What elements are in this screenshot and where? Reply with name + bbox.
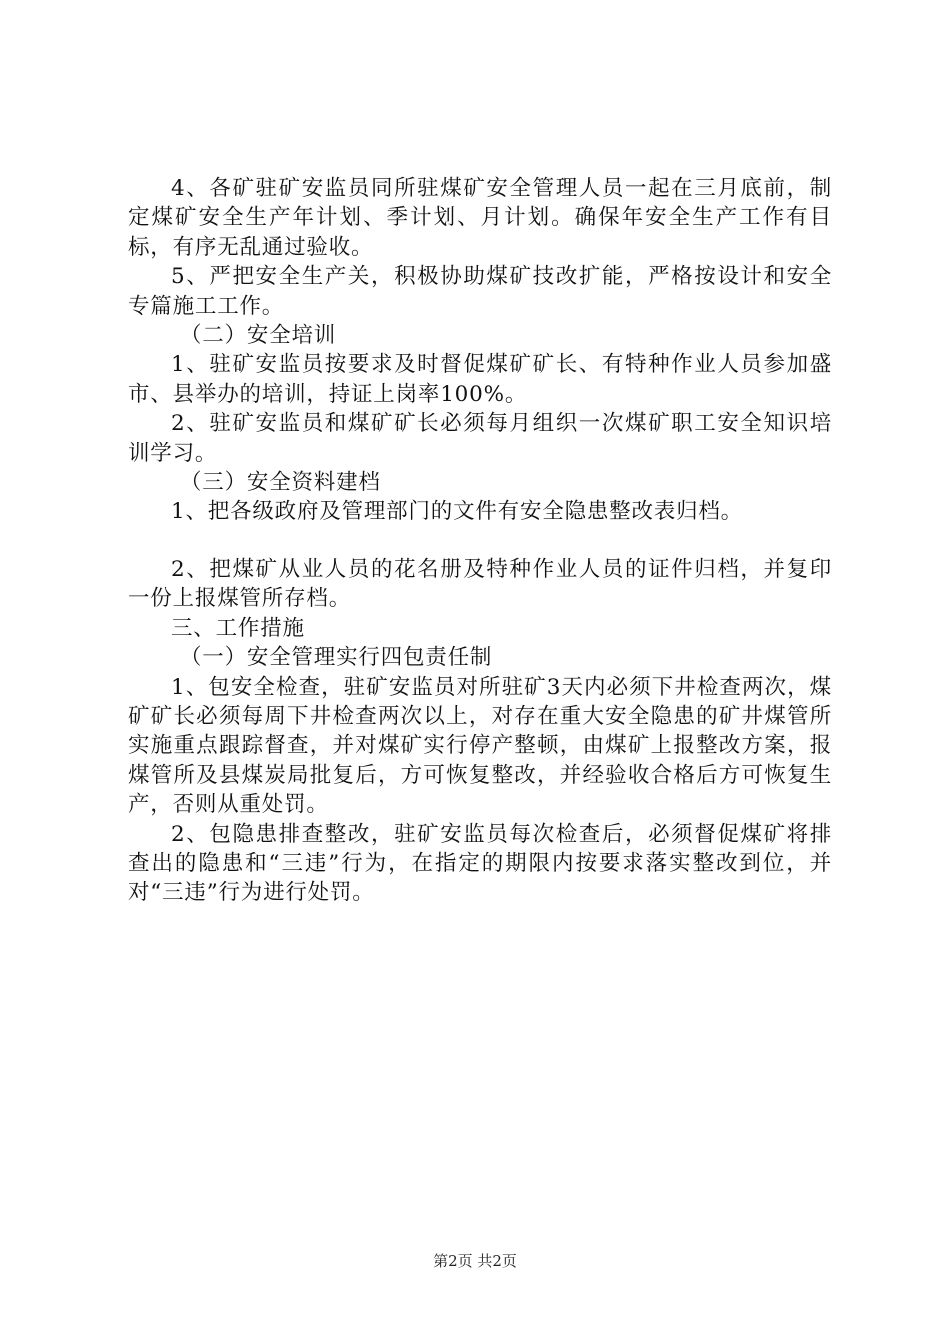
paragraph-archiving-2: 2、把煤矿从业人员的花名册及特种作业人员的证件归档，并复印一份上报煤管所存档。 — [128, 556, 832, 612]
document-body — [128, 174, 832, 908]
paragraph-training-1: 1、驻矿安监员按要求及时督促煤矿矿长、有特种作业人员参加盛市、县举办的培训，持证上岗率100%。 — [128, 352, 832, 407]
page-footer: 第2页 共2页 — [433, 1252, 517, 1270]
section-heading-responsibility: （一）安全管理实行四包责任制 — [180, 645, 493, 671]
paragraph-archiving-1: 1、把各级政府及管理部门的文件有安全隐患整改表归档。 — [171, 499, 743, 525]
section-heading-training: （二）安全培训 — [180, 323, 337, 349]
paragraph-item-4: 4、各矿驻矿安监员同所驻煤矿安全管理人员一起在三月底前，制定煤矿安全生产年计划、季计划、月计划。确保年安全生产工作有目标，有序无乱通过验收。 — [128, 176, 832, 260]
paragraph-measures-2: 2、包隐患排查整改，驻矿安监员每次检查后，必须督促煤矿将排查出的隐患和“三违”行为，在指定的期限内按要求落实整改到位，并对“三违”行为进行处罚。 — [128, 821, 832, 906]
section-heading-archiving: （三）安全资料建档 — [180, 470, 381, 496]
paragraph-measures-1: 1、包安全检查，驻矿安监员对所驻矿3天内必须下井检查两次，煤矿矿长必须每周下井检查两次以上，对存在重大安全隐患的矿井煤管所实施重点跟踪督查，并对煤矿实行停产整顿，由煤矿上报整改方案，报煤管所及县煤炭局批复后，方可恢复整改，并经验收合格后方可恢复生产，否则从重处罚。 — [128, 674, 832, 818]
section-heading-measures: 三、工作措施 — [171, 615, 305, 641]
paragraph-training-2: 2、驻矿安监员和煤矿矿长必须每月组织一次煤矿职工安全知识培训学习。 — [128, 411, 832, 466]
paragraph-item-5: 5、严把安全生产关，积极协助煤矿技改扩能，严格按设计和安全专篇施工工作。 — [128, 264, 832, 319]
